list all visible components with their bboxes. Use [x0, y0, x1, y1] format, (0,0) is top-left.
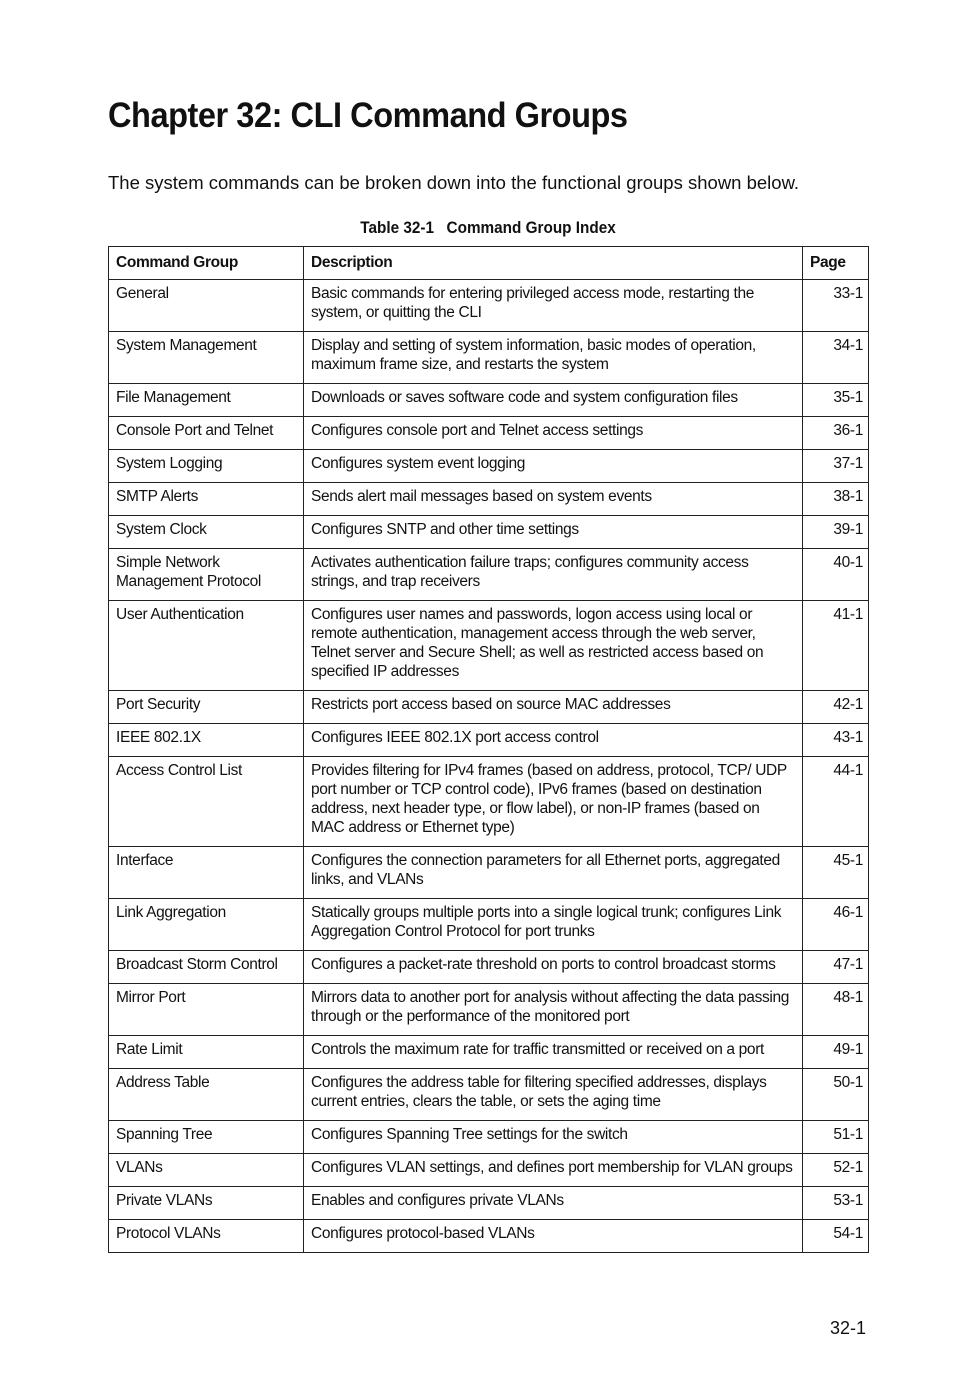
cell-description: Configures IEEE 802.1X port access control [304, 724, 803, 757]
cell-page: 40-1 [803, 549, 869, 601]
cell-page: 41-1 [803, 601, 869, 691]
header-description: Description [304, 247, 803, 280]
cell-command-group: General [109, 280, 304, 332]
command-group-table [108, 246, 869, 1253]
table-row [109, 951, 869, 984]
cell-page: 43-1 [803, 724, 869, 757]
cell-page: 37-1 [803, 450, 869, 483]
table-row [109, 549, 869, 601]
table-row [109, 1220, 869, 1253]
cell-command-group: Port Security [109, 691, 304, 724]
cell-page: 50-1 [803, 1069, 869, 1121]
cell-command-group: SMTP Alerts [109, 483, 304, 516]
table-row [109, 384, 869, 417]
cell-command-group: Broadcast Storm Control [109, 951, 304, 984]
table-row [109, 847, 869, 899]
cell-command-group: System Management [109, 332, 304, 384]
table-row [109, 1036, 869, 1069]
header-command-group: Command Group [109, 247, 304, 280]
cell-command-group: System Clock [109, 516, 304, 549]
table-row [109, 724, 869, 757]
cell-description: Statically groups multiple ports into a single logical trunk; configures Link Aggregation Control Protocol for port trunks [304, 899, 803, 951]
cell-command-group: Simple Network Management Protocol [109, 549, 304, 601]
table-row [109, 1121, 869, 1154]
cell-description: Configures Spanning Tree settings for the switch [304, 1121, 803, 1154]
cell-page: 33-1 [803, 280, 869, 332]
cell-description: Controls the maximum rate for traffic transmitted or received on a port [304, 1036, 803, 1069]
table-row [109, 1154, 869, 1187]
cell-page: 38-1 [803, 483, 869, 516]
table-row [109, 332, 869, 384]
cell-description: Downloads or saves software code and system configuration files [304, 384, 803, 417]
table-row [109, 516, 869, 549]
table-row [109, 1069, 869, 1121]
cell-command-group: File Management [109, 384, 304, 417]
table-row [109, 984, 869, 1036]
cell-page: 34-1 [803, 332, 869, 384]
cell-command-group: User Authentication [109, 601, 304, 691]
cell-description: Configures VLAN settings, and defines port membership for VLAN groups [304, 1154, 803, 1187]
cell-description: Configures SNTP and other time settings [304, 516, 803, 549]
cell-command-group: Console Port and Telnet [109, 417, 304, 450]
chapter-title: Chapter 32: CLI Command Groups [108, 96, 628, 135]
table-row [109, 691, 869, 724]
cell-page: 52-1 [803, 1154, 869, 1187]
cell-page: 36-1 [803, 417, 869, 450]
cell-command-group: IEEE 802.1X [109, 724, 304, 757]
cell-command-group: Rate Limit [109, 1036, 304, 1069]
cell-page: 46-1 [803, 899, 869, 951]
cell-command-group: VLANs [109, 1154, 304, 1187]
intro-paragraph: The system commands can be broken down into the functional groups shown below. [108, 172, 800, 193]
cell-description: Activates authentication failure traps; configures community access strings, and trap receivers [304, 549, 803, 601]
table-row [109, 1187, 869, 1220]
table-row [109, 450, 869, 483]
header-page: Page [803, 247, 869, 280]
cell-command-group: Mirror Port [109, 984, 304, 1036]
cell-description: Restricts port access based on source MAC addresses [304, 691, 803, 724]
cell-description: Configures the address table for filtering specified addresses, displays current entries, clears the table, or sets the aging time [304, 1069, 803, 1121]
cell-description: Provides filtering for IPv4 frames (based on address, protocol, TCP/ UDP port number or TCP control code), IPv6 frames (based on destination address, next header type, or flow label), or non-IP frames (based on MAC address or Ethernet type) [304, 757, 803, 847]
cell-command-group: Private VLANs [109, 1187, 304, 1220]
cell-command-group: Spanning Tree [109, 1121, 304, 1154]
page-number: 32-1 [829, 1318, 866, 1338]
cell-page: 44-1 [803, 757, 869, 847]
cell-description: Configures a packet-rate threshold on ports to control broadcast storms [304, 951, 803, 984]
table-caption [146, 218, 830, 238]
cell-page: 47-1 [803, 951, 869, 984]
table-caption-title: Command Group Index [446, 218, 616, 237]
table-row [109, 483, 869, 516]
cell-description: Sends alert mail messages based on system events [304, 483, 803, 516]
table-row [109, 280, 869, 332]
cell-description: Basic commands for entering privileged access mode, restarting the system, or quitting the CLI [304, 280, 803, 332]
cell-page: 42-1 [803, 691, 869, 724]
cell-command-group: Interface [109, 847, 304, 899]
table-row [109, 601, 869, 691]
cell-description: Enables and configures private VLANs [304, 1187, 803, 1220]
cell-page: 49-1 [803, 1036, 869, 1069]
table-row [109, 757, 869, 847]
cell-page: 53-1 [803, 1187, 869, 1220]
cell-page: 35-1 [803, 384, 869, 417]
table-row [109, 899, 869, 951]
cell-command-group: Protocol VLANs [109, 1220, 304, 1253]
cell-description: Display and setting of system information, basic modes of operation, maximum frame size, and restarts the system [304, 332, 803, 384]
cell-description: Configures system event logging [304, 450, 803, 483]
table-row [109, 417, 869, 450]
cell-page: 39-1 [803, 516, 869, 549]
table-header-row [109, 247, 869, 280]
cell-description: Configures user names and passwords, logon access using local or remote authentication, management access through the web server, Telnet server and Secure Shell; as well as restricted access based on specified IP addresses [304, 601, 803, 691]
cell-page: 45-1 [803, 847, 869, 899]
table-caption-number: Table 32-1 [360, 218, 434, 237]
cell-page: 48-1 [803, 984, 869, 1036]
cell-command-group: System Logging [109, 450, 304, 483]
cell-description: Configures the connection parameters for all Ethernet ports, aggregated links, and VLANs [304, 847, 803, 899]
cell-command-group: Address Table [109, 1069, 304, 1121]
cell-command-group: Access Control List [109, 757, 304, 847]
cell-description: Configures console port and Telnet access settings [304, 417, 803, 450]
cell-description: Configures protocol-based VLANs [304, 1220, 803, 1253]
cell-page: 51-1 [803, 1121, 869, 1154]
cell-page: 54-1 [803, 1220, 869, 1253]
cell-command-group: Link Aggregation [109, 899, 304, 951]
cell-description: Mirrors data to another port for analysis without affecting the data passing through or the performance of the monitored port [304, 984, 803, 1036]
